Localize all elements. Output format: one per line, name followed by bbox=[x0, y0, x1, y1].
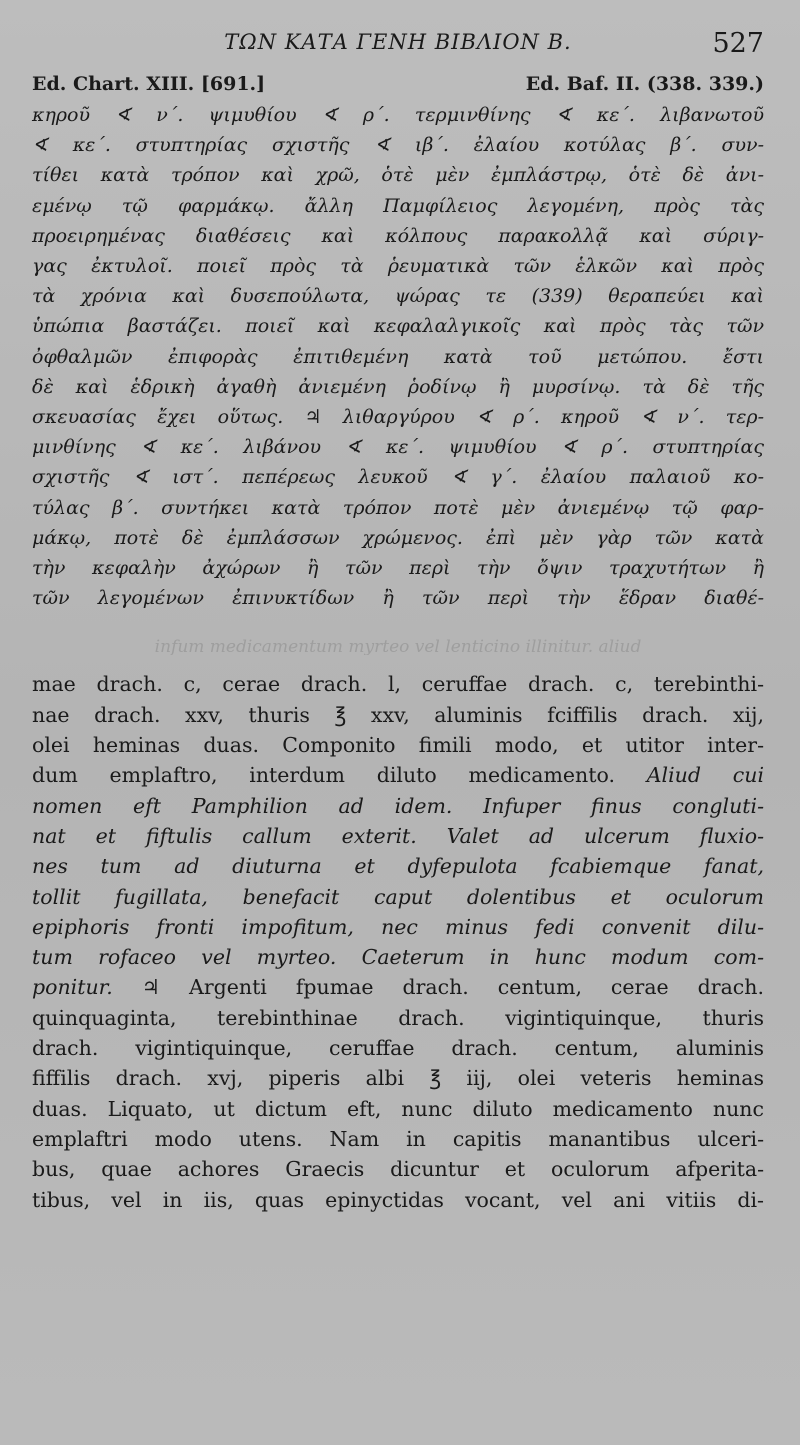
latin-text-line bbox=[32, 1154, 764, 1184]
greek-text-line: μάκῳ, ποτὲ δὲ ἐμπλάσσων χρώμενος. ἐπὶ μὲν γὰρ τῶν κατὰ bbox=[32, 526, 764, 549]
latin-text-line bbox=[32, 730, 764, 760]
latin-text-line bbox=[32, 1094, 764, 1124]
latin-roman-segment: olei heminas duas. Componito fimili modo, et utitor inter- bbox=[32, 733, 764, 758]
running-title: ΤΩΝ ΚΑΤΑ ΓΕΝΗ ΒΙΒΛΙΟΝ Β. bbox=[224, 30, 572, 54]
edition-references bbox=[32, 70, 764, 98]
greek-text-line: γας ἐκτυλοῖ. ποιεῖ πρὸς τὰ ῥευματικὰ τῶν ἑλκῶν καὶ πρὸς bbox=[32, 255, 764, 278]
latin-text-line bbox=[32, 1185, 764, 1215]
bleed-through-text: infum medicamentum myrteo vel lenticino illinitur. aliud bbox=[154, 637, 642, 656]
latin-italic-segment: nes tum ad diuturna et dyfepulota fcabiemque fanat, bbox=[32, 854, 764, 879]
latin-italic-segment: tum rofaceo vel myrteo. Caeterum in hunc modum com- bbox=[32, 945, 764, 970]
latin-italic-segment: epiphoris fronti impofitum, nec minus fedi convenit dilu- bbox=[32, 914, 764, 939]
latin-italic-segment: ponitur. bbox=[32, 975, 113, 1000]
latin-italic-segment: Aliud cui bbox=[646, 763, 765, 788]
latin-roman-segment: dum emplaftro, interdum diluto medicamento. bbox=[32, 763, 647, 788]
edition-basel: Ed. Baf. II. (338. 339.) bbox=[525, 73, 764, 95]
greek-text-line: κηροῦ ∢ ν΄. ψιμυθίου ∢ ρ΄. τερμινθίνης ∢ κε΄. λιβανωτοῦ bbox=[32, 104, 764, 126]
greek-text-line: σχιστῆς ∢ ιστ΄. πεπέρεως λευκοῦ ∢ γ΄. ἐλαίου παλαιοῦ κο- bbox=[32, 466, 764, 489]
latin-roman-segment: duas. Liquato, ut dictum eft, nunc diluto medicamento nunc bbox=[32, 1096, 764, 1121]
latin-roman-segment: nae drach. xxv, thuris ℥ xxv, aluminis fciffilis drach. xij, bbox=[32, 702, 764, 727]
greek-text-line: τύλας β΄. συντήκει κατὰ τρόπον ποτὲ μὲν ἀνιεμένῳ τῷ φαρ- bbox=[32, 496, 764, 519]
latin-text-line bbox=[32, 791, 764, 821]
greek-text-line: τὰ χρόνια καὶ δυσεπούλωτα, ψώρας τε (339) θεραπεύει καὶ bbox=[32, 285, 764, 308]
latin-roman-segment: emplaftri modo utens. Nam in capitis manantibus ulceri- bbox=[32, 1126, 764, 1151]
latin-text-column bbox=[32, 669, 764, 1214]
greek-text-line: σκευασίας ἔχει οὕτως. ♃ λιθαργύρου ∢ ρ΄. κηροῦ ∢ ν΄. τερ- bbox=[32, 406, 764, 429]
latin-text-line bbox=[32, 760, 764, 790]
latin-text-line bbox=[32, 1033, 764, 1063]
latin-text-line bbox=[32, 912, 764, 942]
latin-text-line bbox=[32, 1003, 764, 1033]
latin-text-line bbox=[32, 942, 764, 972]
greek-text-line: ὑπώπια βαστάζει. ποιεῖ καὶ κεφαλαλγικοῖς καὶ πρὸς τὰς τῶν bbox=[32, 315, 764, 338]
latin-roman-segment: bus, quae achores Graecis dicuntur et oculorum afperita- bbox=[32, 1157, 764, 1182]
page-number: 527 bbox=[712, 28, 764, 59]
greek-text-line: μινθίνης ∢ κε΄. λιβάνου ∢ κε΄. ψιμυθίου ∢ ρ΄. στυπτηρίας bbox=[32, 436, 764, 459]
latin-italic-segment: tollit fugillata, benefacit caput dolentibus et oculorum bbox=[32, 884, 764, 909]
greek-text-line: τὴν κεφαλὴν ἀχώρων ἢ τῶν περὶ τὴν ὄψιν τραχυτήτων ἢ bbox=[32, 557, 764, 580]
latin-roman-segment: drach. vigintiquinque, ceruffae drach. centum, aluminis bbox=[32, 1036, 764, 1061]
greek-text-line: προειρημένας διαθέσεις καὶ κόλπους παρακολλᾷ καὶ σύριγ- bbox=[32, 224, 764, 247]
latin-text-line bbox=[32, 851, 764, 881]
latin-text-line bbox=[32, 1063, 764, 1093]
latin-italic-segment: nat et fiftulis callum exterit. Valet ad ulcerum fluxio- bbox=[32, 823, 764, 848]
latin-italic-segment: nomen eft Pamphilion ad idem. Infuper finus congluti- bbox=[32, 793, 764, 818]
latin-roman-segment: quinquaginta, terebinthinae drach. vigintiquinque, thuris bbox=[32, 1005, 764, 1030]
greek-text-line: ∢ κε΄. στυπτηρίας σχιστῆς ∢ ιβ΄. ἐλαίου κοτύλας β΄. συν- bbox=[32, 134, 764, 157]
latin-text-line bbox=[32, 972, 764, 1002]
greek-text-line: δὲ καὶ ἑδρικὴ ἀγαθὴ ἀνιεμένη ῥοδίνῳ ἢ μυρσίνῳ. τὰ δὲ τῆς bbox=[32, 375, 764, 398]
latin-roman-segment: ♃ Argenti fpumae drach. centum, cerae drach. bbox=[112, 975, 764, 1000]
greek-text-line: τῶν λεγομένων ἐπινυκτίδων ἢ τῶν περὶ τὴν ἕδραν διαθέ- bbox=[32, 587, 764, 610]
greek-text-column bbox=[32, 100, 764, 613]
greek-text-line: εμένῳ τῷ φαρμάκῳ. ἄλλη Παμφίλειος λεγομένη, πρὸς τὰς bbox=[32, 194, 764, 217]
latin-text-line bbox=[32, 669, 764, 699]
edition-chartier: Ed. Chart. XIII. [691.] bbox=[32, 73, 266, 95]
latin-roman-segment: mae drach. c, cerae drach. l, ceruffae drach. c, terebinthi- bbox=[32, 672, 764, 697]
latin-text-line bbox=[32, 821, 764, 851]
latin-roman-segment: tibus, vel in iis, quas epinyctidas vocant, vel ani vitiis di- bbox=[32, 1187, 764, 1212]
running-head bbox=[32, 28, 764, 70]
latin-text-line bbox=[32, 1124, 764, 1154]
greek-text-line: τίθει κατὰ τρόπον καὶ χρῶ, ὁτὲ μὲν ἐμπλάστρῳ, ὁτὲ δὲ ἀνι- bbox=[32, 164, 764, 187]
latin-text-line bbox=[32, 700, 764, 730]
latin-roman-segment: fiffilis drach. xvj, piperis albi ℥ iij, olei veteris heminas bbox=[32, 1066, 764, 1091]
greek-text-line: ὀφθαλμῶν ἐπιφορὰς ἐπιτιθεμένη κατὰ τοῦ μετώπου. ἔστι bbox=[32, 345, 764, 368]
latin-text-line bbox=[32, 882, 764, 912]
